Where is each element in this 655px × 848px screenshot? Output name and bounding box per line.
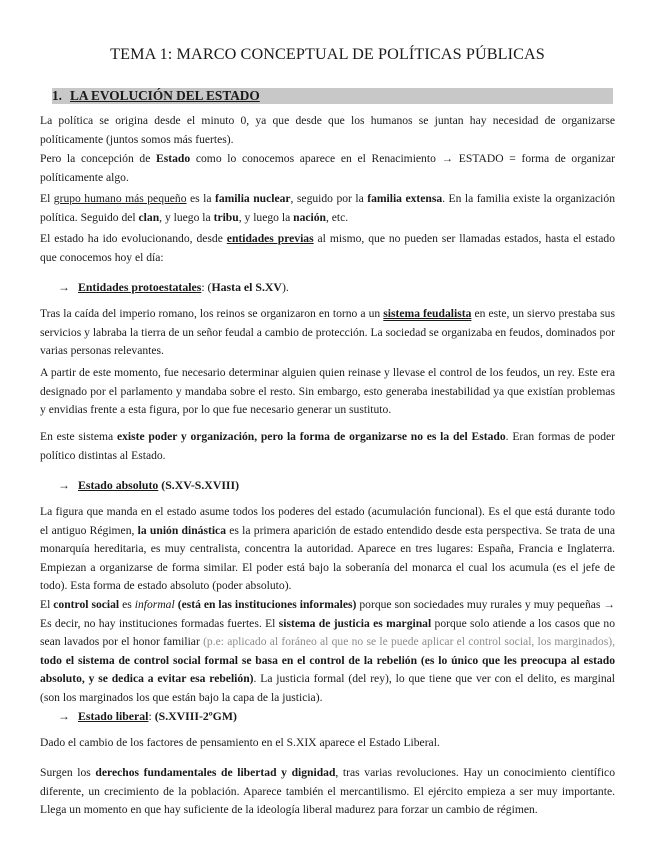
paragraph-7: En este sistema existe poder y organización, pero la forma de organizarse no es la del Estado. Eran formas de poder político distintas al Estado. xyxy=(40,430,615,462)
paragraph-4: El estado ha ido evolucionando, desde entidades previas al mismo, que no pueden ser llamadas estados, hasta el estado que conocemos hoy el día: xyxy=(40,232,616,264)
section-number: 1. xyxy=(52,88,62,103)
paragraph-11: Surgen los derechos fundamentales de libertad y dignidad, tras varias revoluciones. Hay un conocimiento científico diferente, un crecimiento de la población. Aparece también el mercantilismo. El ejército empieza a ser muy importante. Llega un momento en que hay suficiente de la ideología liberal madurez para forzar un cambio de régimen. xyxy=(40,766,615,816)
section-title: LA EVOLUCIÓN DEL ESTADO xyxy=(70,88,260,103)
paragraph-1: La política se origina desde el minuto 0, ya que desde que los humanos se juntan hay necesidad de organizarse políticamente (juntos somos más fuertes). xyxy=(40,114,615,146)
section-heading xyxy=(52,88,613,104)
paragraph-6: A partir de este momento, fue necesario determinar alguien quien reinase y llevase el control de los feudos, un rey. Este era designado por el parlamento y mandaba sobre el resto. Sin embargo, esto generaba inestabilidad ya que existían problemas y envidias frente a esta figura, por lo que fue necesario generar un sustituto. xyxy=(40,366,615,416)
paragraph-2: Pero la concepción de Estado como lo conocemos aparece en el Renacimiento → ESTADO = forma de organizar políticamente algo. xyxy=(40,152,615,184)
page-title: TEMA 1: MARCO CONCEPTUAL DE POLÍTICAS PÚBLICAS xyxy=(110,45,545,63)
arrow-icon: → xyxy=(58,709,70,723)
arrow-icon: → xyxy=(58,478,70,492)
subheading-liberal: → Estado liberal: (S.XVIII-2ºGM) xyxy=(58,709,237,723)
paragraph-5: Tras la caída del imperio romano, los reinos se organizaron en torno a un sistema feudalista en este, un siervo prestaba sus servicios y labraba la tierra de un señor feudal a cambio de protección. La sociedad se organizaba en feudos, dominados por varias personas relevantes. xyxy=(40,307,615,357)
arrow-icon: → xyxy=(58,280,70,294)
paragraph-10: Dado el cambio de los factores de pensamiento en el S.XIX aparece el Estado Liberal. xyxy=(40,736,440,749)
subheading-protoestatales: → Entidades protoestatales: (Hasta el S.XV). xyxy=(58,280,289,294)
paragraph-9: El control social es informal (está en las instituciones informales) porque son sociedades muy rurales y muy pequeñas → Es decir, no hay instituciones formadas fuertes. El sistema de justicia es marginal porque solo atiende a los casos que no sean lavados por el honor familiar (p.e: aplicado al foráneo al que no se le puede aplicar el control social, los marginados), todo el sistema de control social formal se basa en el control de la rebelión (es lo único que les preocupa al estado absoluto, y se dedica a evitar esa rebelión). La justicia formal (del rey), lo que tiene que ver con el delito, es marginal (son los marginados los que están bajo la capa de la justicia). xyxy=(40,598,615,704)
subheading-absoluto: → Estado absoluto (S.XV-S.XVIII) xyxy=(58,478,240,492)
paragraph-8: La figura que manda en el estado asume todos los poderes del estado (acumulación funcional). Es el que está durante todo el antiguo Régimen, la unión dinástica es la primera aparición de estado entendido desde esta perspectiva. Se trata de una monarquía hereditaria, es muy centralista, concentra la autoridad. Aparece en tres lugares: España, Francia e Inglaterra. Empiezan a organizarse de forma similar. El poder está bajo la soberanía del monarca el cual los acumula (es el jefe de todo). Esta forma de estado absoluto (poder absoluto). xyxy=(40,505,615,592)
paragraph-3: El grupo humano más pequeño es la familia nuclear, seguido por la familia extensa. En la familia existe la organización política. Seguido del clan, y luego la tribu, y luego la nación, etc. xyxy=(40,192,615,224)
